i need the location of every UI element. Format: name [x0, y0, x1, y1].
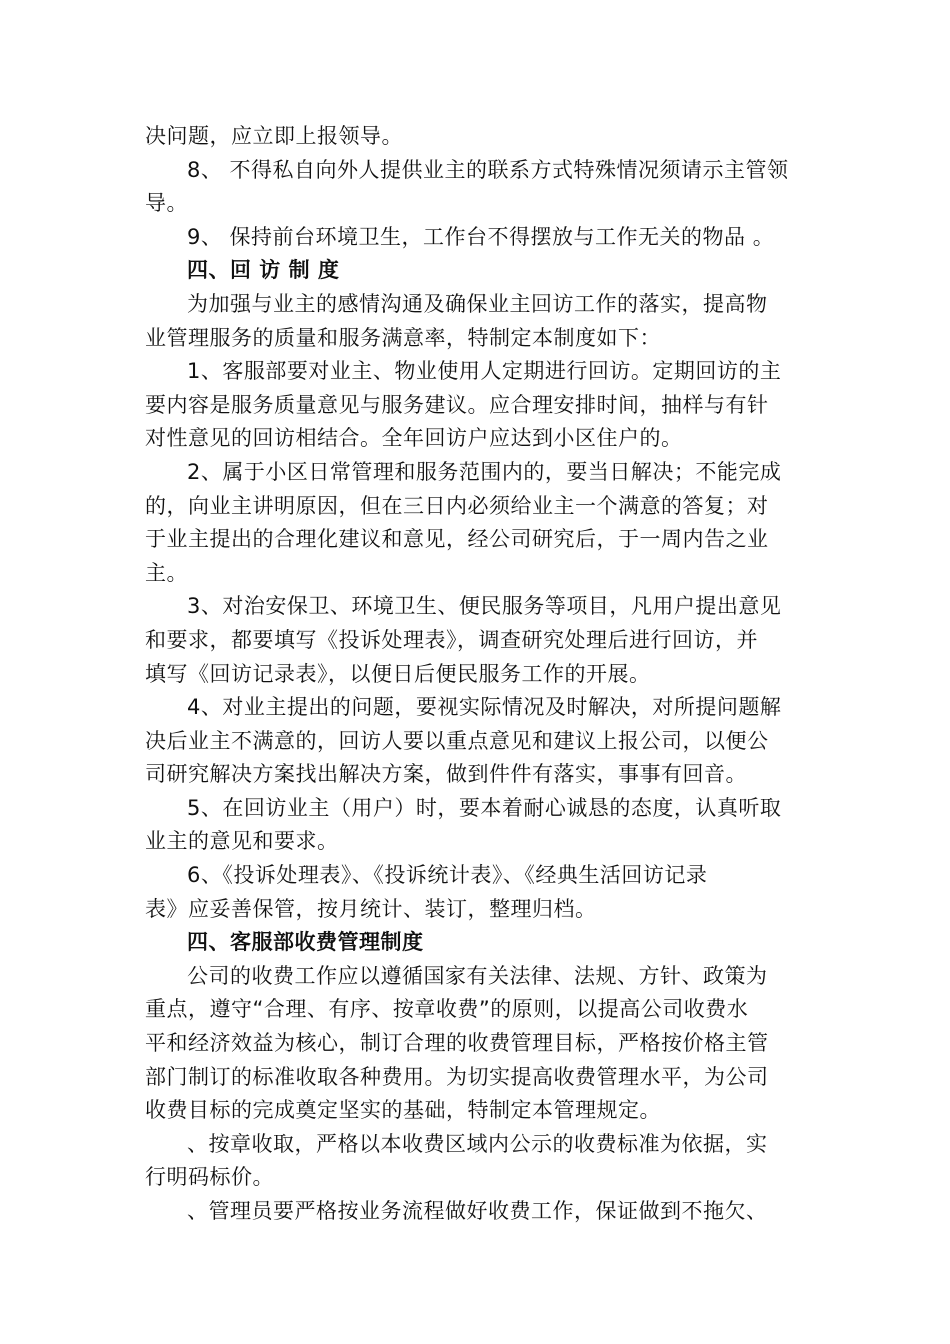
text-line: 业主的意见和要求。 — [145, 829, 339, 854]
text-line: 1、客服部要对业主、物业使用人定期进行回访。定期回访的主 — [187, 359, 782, 384]
text-line: 平和经济效益为核心，制订合理的收费管理目标，严格按价格主管 — [145, 1031, 769, 1056]
text-line: 和要求，都要填写《投诉处理表》，调查研究处理后进行回访，并 — [145, 627, 758, 652]
section-heading-fee-management: 四、客服部收费管理制度 — [187, 930, 424, 955]
text-line: 部门制订的标准收取各种费用。为切实提高收费管理水平，为公司 — [145, 1064, 769, 1089]
text-line: 的，向业主讲明原因，但在三日内必须给业主一个满意的答复；对 — [145, 493, 769, 518]
text-line: 司研究解决方案找出解决方案，做到件件有落实，事事有回音。 — [145, 762, 747, 787]
text-line: 对性意见的回访相结合。全年回访户应达到小区住户的。 — [145, 426, 683, 451]
text-line: 2、属于小区日常管理和服务范围内的，要当日解决；不能完成 — [187, 459, 782, 484]
text-line: 、管理员要严格按业务流程做好收费工作，保证做到不拖欠、 — [187, 1199, 768, 1223]
text-line: 决后业主不满意的，回访人要以重点意见和建议上报公司，以便公 — [145, 728, 769, 753]
text-line: 表》应妥善保管，按月统计、装订，整理归档。 — [145, 896, 597, 921]
text-line: 为加强与业主的感情沟通及确保业主回访工作的落实，提高物 — [187, 291, 768, 316]
text-line: 填写《回访记录表》，以便日后便民服务工作的开展。 — [145, 661, 651, 686]
text-line: 要内容是服务质量意见与服务建议。应合理安排时间，抽样与有针 — [145, 392, 769, 417]
text-line: 重点，遵守“合理、有序、按章收费”的原则，以提高公司收费水 — [145, 997, 749, 1022]
section-heading-return-visit: 四、回 访 制 度 — [187, 258, 340, 283]
text-line: 主。 — [145, 560, 188, 585]
text-line: 决问题，应立即上报领导。 — [145, 124, 403, 148]
text-line: 业管理服务的质量和服务满意率，特制定本制度如下： — [145, 325, 661, 350]
text-line: 4、对业主提出的问题，要视实际情况及时解决，对所提问题解 — [187, 695, 782, 720]
text-line: 3、对治安保卫、环境卫生、便民服务等项目，凡用户提出意见 — [187, 594, 782, 619]
text-line: 导。 — [145, 191, 188, 216]
text-line: 6、《投诉处理表》、《投诉统计表》、《经典生活回访记录 — [187, 863, 708, 888]
text-line: 、按章收取，严格以本收费区域内公示的收费标准为依据，实 — [187, 1131, 768, 1156]
text-line: 公司的收费工作应以遵循国家有关法律、法规、方针、政策为 — [187, 963, 768, 988]
text-line: 9、 保持前台环境卫生，工作台不得摆放与工作无关的物品 。 — [187, 224, 775, 249]
text-line: 于业主提出的合理化建议和意见，经公司研究后，于一周内告之业 — [145, 527, 769, 552]
text-line: 5、在回访业主（用户）时，要本着耐心诚恳的态度，认真听取 — [187, 795, 782, 820]
text-line: 8、 不得私自向外人提供业主的联系方式特殊情况须请示主管领 — [187, 157, 789, 182]
text-line: 行明码标价。 — [145, 1165, 274, 1190]
text-line: 收费目标的完成奠定坚实的基础，特制定本管理规定。 — [145, 1098, 661, 1123]
